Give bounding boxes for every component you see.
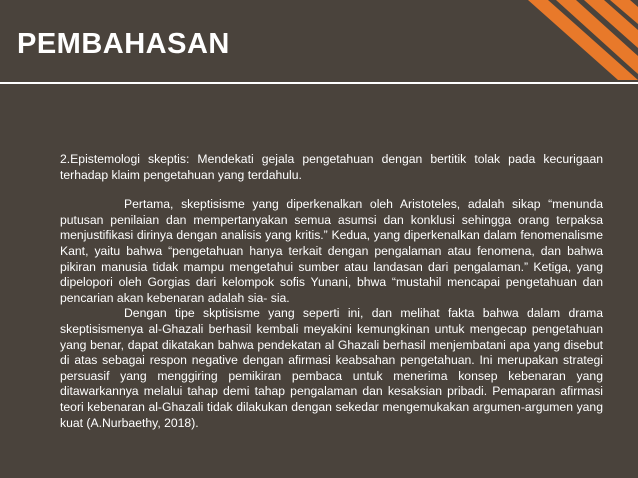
corner-stripes-icon [520, 0, 638, 80]
title-divider [0, 82, 638, 84]
slide-body [60, 152, 603, 431]
slide-title: PEMBAHASAN [17, 28, 230, 60]
paragraph-2: Pertama, skeptisisme yang diperkenalkan oleh Aristoteles, adalah sikap “menunda putusan penilaian dan mempertanyakan semua asumsi dan konklusi sehingga orang terpaksa menjustifikasi dirinya dengan analisis yang kritis.” Kedua, yang diperkenalkan dalam fenomenalisme Kant, yaitu bahwa “pengetahuan hanya terkait dengan pengalaman atau fenomena, dan bahwa pikiran manusia tidak mampu mengetahui sumber atau landasan dari pengalaman.” Ketiga, yang dipelopori oleh Gorgias dari kelompok sofis Yunani, bhwa “mustahil mencapai pengetahuan dan pencarian akan kebenaran adalah sia- sia. [60, 197, 603, 305]
paragraph-1: 2.Epistemologi skeptis: Mendekati gejala pengetahuan dengan bertitik tolak pada kecurigaan terhadap klaim pengetahuan yang terdahulu. [60, 152, 603, 182]
paragraph-3: Dengan tipe skptisisme yang seperti ini, dan melihat fakta bahwa dalam drama skeptisismenya al-Ghazali berhasil kembali meyakini kemungkinan untuk mengecap pengetahuan yang benar, dapat dikatakan bahwa pendekatan al Ghazali berhasil menjembatani apa yang disebut di atas sebagai respon negative dengan afirmasi keabsahan pengetahuan. Ini merupakan strategi persuasif yang menggiring pemikiran pembaca untuk menerima konsep kebenaran yang ditawarkannya melalui tahap demi tahap pengalaman dan kesaksian pribadi. Pemaparan afirmasi teori kebenaran al-Ghazali tidak dilakukan dengan sekedar mengemukakan argumen-argumen yang kuat (A.Nurbaethy, 2018). [60, 306, 603, 430]
